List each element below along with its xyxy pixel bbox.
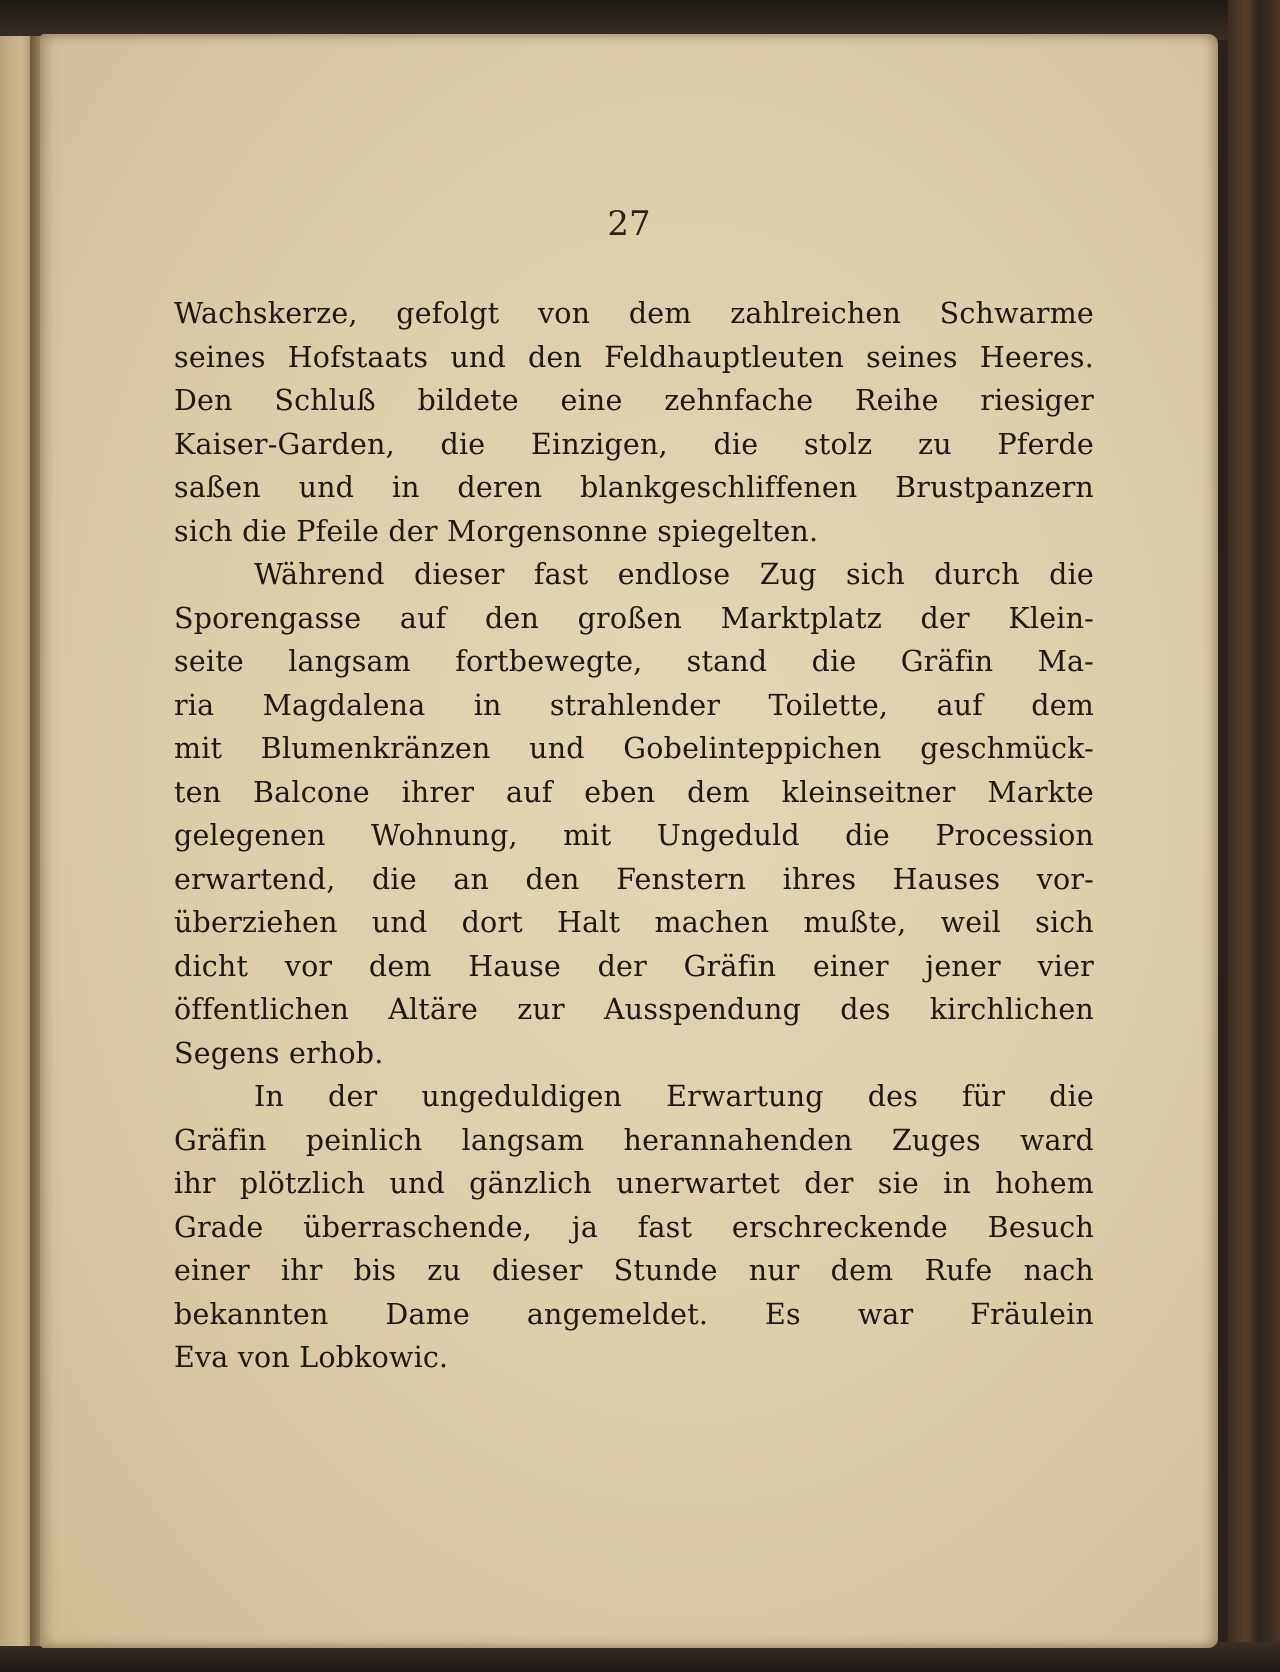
text-line: Den Schluß bildete eine zehnfache Reihe riesiger [174, 384, 1094, 417]
text-line: Wachskerze, gefolgt von dem zahlreichen Schwarme [174, 297, 1094, 330]
book-page [40, 34, 1218, 1648]
text-line: ria Magdalena in strahlender Toilette, auf dem [174, 688, 1094, 722]
text-line: seines Hofstaats und den Feldhauptleuten seines Heeres. [174, 340, 1094, 374]
text-line: Sporengasse auf den großen Marktplatz der Klein- [174, 601, 1094, 635]
text-line: gelegenen Wohnung, mit Ungeduld die Procession [174, 819, 1094, 852]
text-line: erwartend, die an den Fenstern ihres Hauses vor- [174, 862, 1094, 896]
text-line: Gräfin peinlich langsam herannahenden Zuges ward [174, 1123, 1094, 1157]
text-line: überziehen und dort Halt machen mußte, weil sich [174, 906, 1094, 939]
page-number: 27 [607, 204, 651, 244]
text-line: ten Balcone ihrer auf eben dem kleinseitner Markte [174, 775, 1094, 809]
text-line: Kaiser-Garden, die Einzigen, die stolz zu Pferde [174, 427, 1094, 461]
text-line: einer ihr bis zu dieser Stunde nur dem Rufe nach [174, 1254, 1094, 1287]
text-line: Eva von Lobkowic. [174, 1341, 449, 1374]
text-line: bekannten Dame angemeldet. Es war Fräulein [174, 1297, 1094, 1331]
text-line: mit Blumenkränzen und Gobelinteppichen geschmück- [174, 732, 1094, 765]
text-line: Grade überraschende, ja fast erschreckende Besuch [174, 1210, 1094, 1244]
text-line: ihr plötzlich und gänzlich unerwartet der sie in hohem [174, 1167, 1094, 1200]
text-line: sich die Pfeile der Morgensonne spiegelten. [174, 514, 819, 548]
book-cover-spine-edge [1228, 0, 1280, 1672]
text-line: saßen und in deren blankgeschliffenen Brustpanzern [174, 471, 1094, 504]
text-line: öffentlichen Altäre zur Ausspendung des kirchlichen [174, 993, 1094, 1026]
text-line: seite langsam fortbewegte, stand die Gräfin Ma- [174, 645, 1094, 678]
text-line: dicht vor dem Hause der Gräfin einer jener vier [174, 949, 1094, 983]
text-line: In der ungeduldigen Erwartung des für die [254, 1080, 1094, 1113]
text-line: Während dieser fast endlose Zug sich durch die [254, 558, 1094, 591]
body-text [174, 292, 1094, 1380]
text-line: Segens erhob. [174, 1036, 384, 1070]
